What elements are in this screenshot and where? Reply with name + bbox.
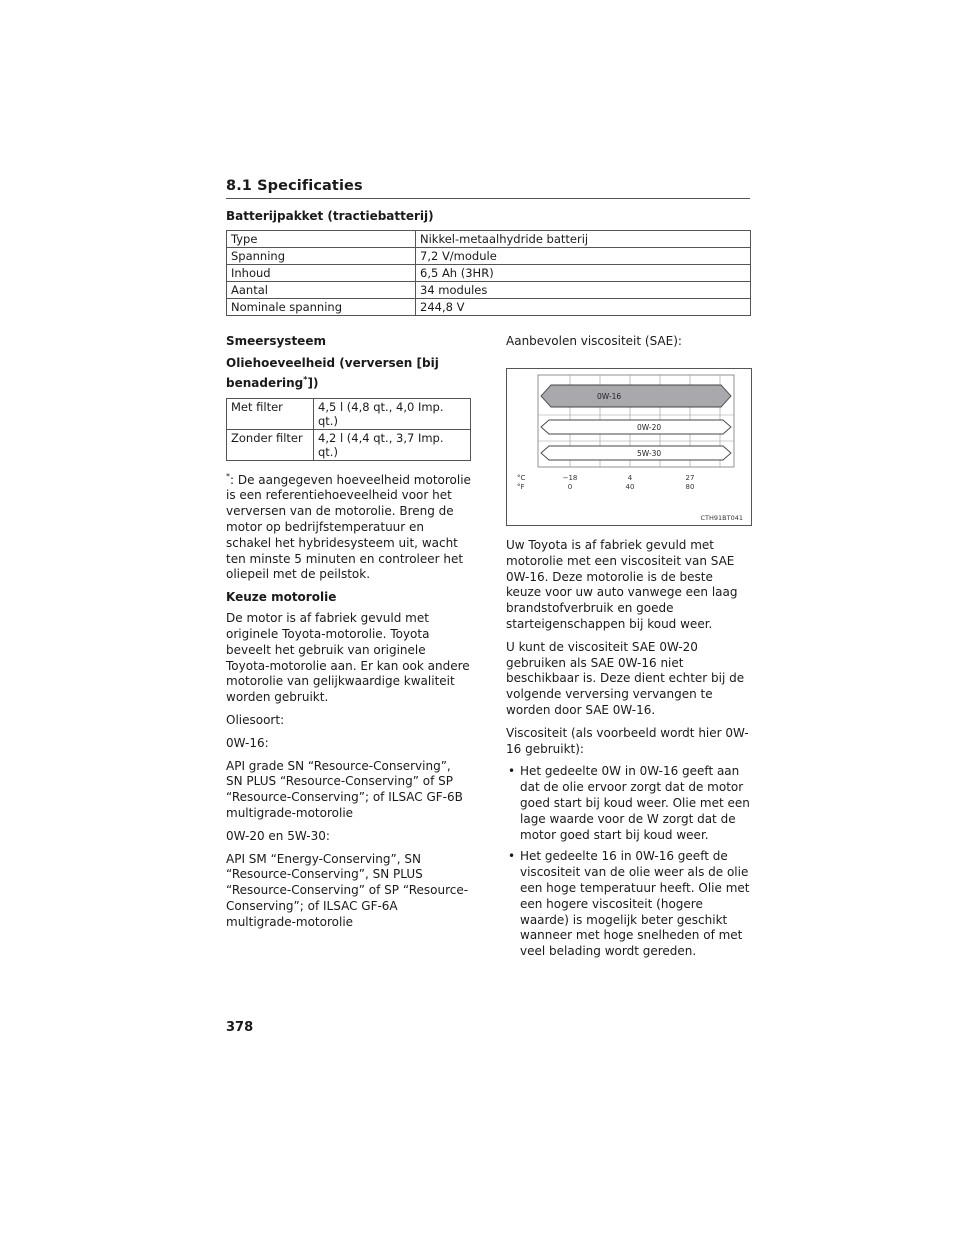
viscosity-figure <box>506 368 752 526</box>
viscosity-bar-0w-16 <box>541 385 731 407</box>
right-column <box>506 538 750 966</box>
table-row <box>227 429 471 460</box>
table-row <box>227 248 751 265</box>
left-column <box>226 334 471 931</box>
oil-quantity-heading-text: Oliehoeveelheid (verversen [bij benadering <box>226 356 439 390</box>
grade2-label: 0W-20 en 5W-30: <box>226 828 330 843</box>
tick-label-celsius: −18 <box>562 474 578 482</box>
viscosity-bullets <box>506 764 750 960</box>
section-title: 8.1 Specificaties <box>226 178 363 194</box>
tick-label-fahrenheit: 80 <box>685 483 695 491</box>
footnote-star: * <box>226 471 230 481</box>
table-value-cell: 4,2 l (4,4 qt., 3,7 Imp. qt.) <box>314 429 471 460</box>
table-label-cell: Nominale spanning <box>227 299 416 316</box>
oil-type-label: Oliesoort: <box>226 712 285 727</box>
footnote-marker: * <box>303 374 308 384</box>
table-row <box>227 265 751 282</box>
figure-code: CTH91BT041 <box>700 514 743 522</box>
bullet-icon: • <box>508 849 516 864</box>
oil-quantity-table <box>226 398 471 461</box>
viscosity-bars <box>541 385 731 460</box>
page-number: 378 <box>226 1020 254 1035</box>
table-label-cell: Spanning <box>227 248 416 265</box>
viscosity-p1: Uw Toyota is af fabriek gevuld met motorolie met een viscositeit van SAE 0W-16. Deze motorolie is de beste keuze voor uw auto vanwege een laag brandstofverbruik en goede starteigenschappen bij koud weer. <box>506 538 738 631</box>
lubrication-heading: Smeersysteem <box>226 334 326 348</box>
viscosity-bar-label: 5W-30 <box>637 449 662 458</box>
oil-choice-text: De motor is af fabriek gevuld met originele Toyota-motorolie. Toyota beveelt het gebruik van originele Toyota-motorolie aan. Er kan ook andere motorolie van gelijkwaardige kwaliteit worden gebruikt. <box>226 611 470 705</box>
viscosity-bar-label: 0W-20 <box>637 423 662 432</box>
unit-fahrenheit: °F <box>517 483 525 491</box>
viscosity-p2: U kunt de viscositeit SAE 0W-20 gebruiken als SAE 0W-16 niet beschikbaar is. Deze dient echter bij de volgende verversing vervangen te worden door SAE 0W-16. <box>506 639 745 717</box>
battery-table <box>226 230 751 316</box>
bullet-icon: • <box>508 764 516 779</box>
viscosity-chart <box>507 369 751 525</box>
table-row <box>227 299 751 316</box>
table-label-cell: Zonder filter <box>227 429 314 460</box>
tick-label-celsius: 4 <box>627 474 633 482</box>
tick-label-fahrenheit: 0 <box>567 483 573 491</box>
table-row <box>227 398 471 429</box>
viscosity-bar-label: 0W-16 <box>597 392 622 401</box>
table-label-cell: Type <box>227 231 416 248</box>
table-value-cell: 4,5 l (4,8 qt., 4,0 Imp. qt.) <box>314 398 471 429</box>
temperature-ticks <box>563 474 695 491</box>
viscosity-bar-0w-20 <box>541 420 731 434</box>
viscosity-bar-5w-30 <box>541 446 731 460</box>
table-label-cell: Aantal <box>227 282 416 299</box>
grade1-text: API grade SN “Resource-Conserving”, SN PLUS “Resource-Conserving” of SP “Resource-Conserving”; of ILSAC GF-6B multigrade-motorolie <box>226 758 463 820</box>
section-divider <box>226 198 750 199</box>
oil-quantity-heading-end: ]) <box>307 375 319 390</box>
table-label-cell: Inhoud <box>227 265 416 282</box>
tick-label-fahrenheit: 40 <box>625 483 635 491</box>
list-item <box>506 849 750 960</box>
battery-heading: Batterijpakket (tractiebatterij) <box>226 209 434 223</box>
oil-quantity-heading <box>226 356 471 392</box>
unit-celsius: °C <box>517 474 526 482</box>
table-row <box>227 282 751 299</box>
table-value-cell: Nikkel-metaalhydride batterij <box>416 231 751 248</box>
table-row <box>227 231 751 248</box>
tick-label-celsius: 27 <box>685 474 695 482</box>
table-value-cell: 7,2 V/module <box>416 248 751 265</box>
oil-footnote <box>226 469 471 584</box>
viscosity-heading: Aanbevolen viscositeit (SAE): <box>506 334 682 348</box>
bullet-text: Het gedeelte 0W in 0W-16 geeft aan dat de olie ervoor zorgt dat de motor goed start bij koud weer. Olie met een lage waarde voor de W zorgt dat de motor goed start bij koud weer. <box>520 764 750 842</box>
bullet-text: Het gedeelte 16 in 0W-16 geeft de viscositeit van de olie weer als de olie een hoge temperatuur heeft. Olie met een hogere viscositeit (hogere waarde) is mogelijk beter geschikt wanneer met hoge snelheden of met veel belading wordt gereden. <box>520 849 750 959</box>
grade1-label: 0W-16: <box>226 735 269 750</box>
list-item <box>506 764 750 843</box>
table-value-cell: 34 modules <box>416 282 751 299</box>
grade2-text: API SM “Energy-Conserving”, SN “Resource-Conserving”, SN PLUS “Resource-Conserving” of SP “Resource-Conserving”; of ILSAC GF-6A multigrade-motorolie <box>226 851 469 929</box>
viscosity-p3: Viscositeit (als voorbeeld wordt hier 0W-16 gebruikt): <box>506 725 749 756</box>
oil-choice-heading: Keuze motorolie <box>226 590 337 605</box>
table-value-cell: 6,5 Ah (3HR) <box>416 265 751 282</box>
table-label-cell: Met filter <box>227 398 314 429</box>
oil-footnote-text: : De aangegeven hoeveelheid motorolie is een referentiehoeveelheid voor het verversen van de motorolie. Breng de motor op bedrijfstemperatuur en schakel het hybridesysteem uit, wacht ten minste 5 minuten en controleer het oliepeil met de peilstok. <box>226 472 471 582</box>
table-value-cell: 244,8 V <box>416 299 751 316</box>
